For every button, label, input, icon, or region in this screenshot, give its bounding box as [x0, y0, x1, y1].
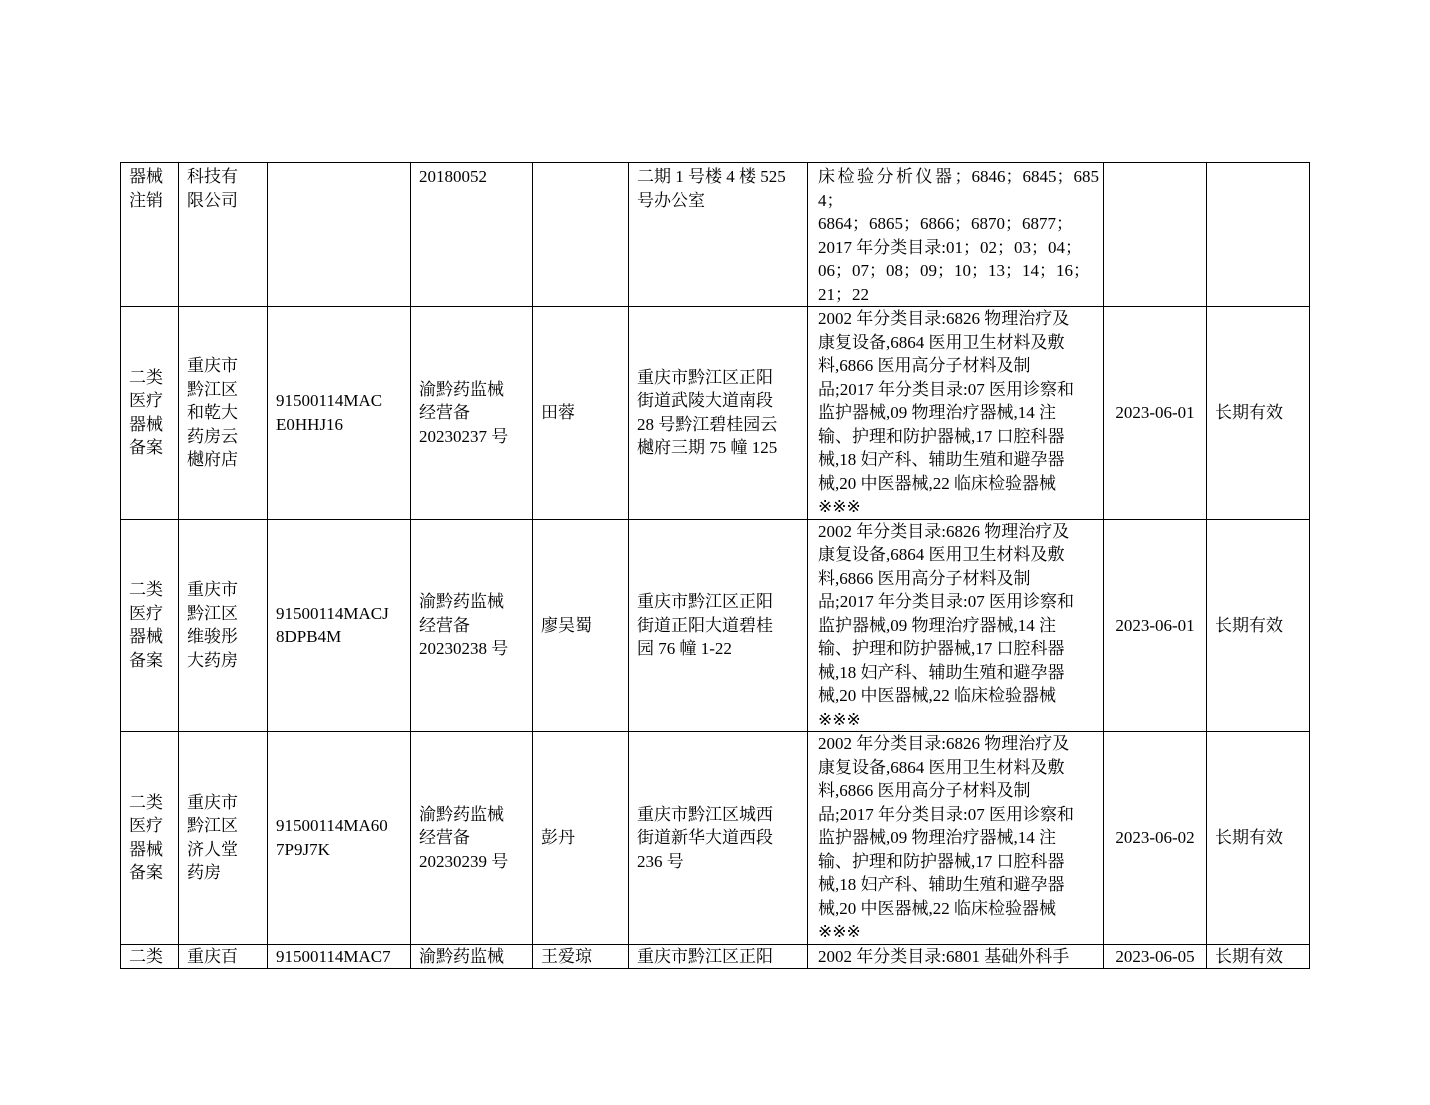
record-no-cell: 渝黔药监械	[411, 944, 533, 969]
record-no-cell: 渝黔药监械 经营备 20230238 号	[411, 519, 533, 732]
date-cell: 2023-06-01	[1104, 307, 1207, 520]
company-cell: 重庆百	[179, 944, 268, 969]
credit-code-cell: 91500114MACJ 8DPB4M	[268, 519, 411, 732]
table-row	[121, 519, 1310, 732]
company-cell: 科技有 限公司	[179, 163, 268, 307]
person-cell: 王爱琼	[533, 944, 629, 969]
type-cell: 二类 医疗 器械 备案	[121, 519, 179, 732]
table-row	[121, 732, 1310, 945]
validity-cell: 长期有效	[1207, 944, 1310, 969]
scope-cell: 2002 年分类目录:6826 物理治疗及 康复设备,6864 医用卫生材料及敷 料,6866 医用高分子材料及制 品;2017 年分类目录:07 医用诊察和 监护器械,09 物理治疗器械,14 注 输、护理和防护器械,17 口腔科器 械,18 妇产科、辅助生殖和避孕器 械,20 中医器械,22 临床检验器械 ※※※	[808, 307, 1104, 520]
date-cell: 2023-06-02	[1104, 732, 1207, 945]
table-row	[121, 944, 1310, 969]
credit-code-cell	[268, 163, 411, 307]
address-cell: 重庆市黔江区正阳 街道正阳大道碧桂 园 76 幢 1-22	[629, 519, 808, 732]
person-cell: 廖吴蜀	[533, 519, 629, 732]
person-cell: 彭丹	[533, 732, 629, 945]
credit-code-cell: 91500114MA60 7P9J7K	[268, 732, 411, 945]
scope-cell: 2002 年分类目录:6801 基础外科手	[808, 944, 1104, 969]
scope-cell: 床检验分析仪器；6846；6845；6854； 6864；6865；6866；6870；6877； 2017 年分类目录:01；02；03；04； 06；07；08；09；10；13；14；16； 21；22	[808, 163, 1104, 307]
credit-code-cell: 91500114MAC E0HHJ16	[268, 307, 411, 520]
table-row	[121, 163, 1310, 307]
validity-cell	[1207, 163, 1310, 307]
address-cell: 二期 1 号楼 4 楼 525 号办公室	[629, 163, 808, 307]
date-cell: 2023-06-01	[1104, 519, 1207, 732]
type-cell: 二类 医疗 器械 备案	[121, 307, 179, 520]
validity-cell: 长期有效	[1207, 732, 1310, 945]
record-no-cell: 渝黔药监械 经营备 20230237 号	[411, 307, 533, 520]
record-no-cell: 渝黔药监械 经营备 20230239 号	[411, 732, 533, 945]
date-cell	[1104, 163, 1207, 307]
credit-code-cell: 91500114MAC7	[268, 944, 411, 969]
company-cell: 重庆市 黔江区 济人堂 药房	[179, 732, 268, 945]
record-no-cell: 20180052	[411, 163, 533, 307]
date-cell: 2023-06-05	[1104, 944, 1207, 969]
address-cell: 重庆市黔江区正阳	[629, 944, 808, 969]
person-cell: 田蓉	[533, 307, 629, 520]
type-cell: 二类	[121, 944, 179, 969]
validity-cell: 长期有效	[1207, 307, 1310, 520]
validity-cell: 长期有效	[1207, 519, 1310, 732]
person-cell	[533, 163, 629, 307]
address-cell: 重庆市黔江区正阳 街道武陵大道南段 28 号黔江碧桂园云 樾府三期 75 幢 125	[629, 307, 808, 520]
type-cell: 二类 医疗 器械 备案	[121, 732, 179, 945]
company-cell: 重庆市 黔江区 和乾大 药房云 樾府店	[179, 307, 268, 520]
address-cell: 重庆市黔江区城西 街道新华大道西段 236 号	[629, 732, 808, 945]
table-row	[121, 307, 1310, 520]
scope-cell: 2002 年分类目录:6826 物理治疗及 康复设备,6864 医用卫生材料及敷 料,6866 医用高分子材料及制 品;2017 年分类目录:07 医用诊察和 监护器械,09 物理治疗器械,14 注 输、护理和防护器械,17 口腔科器 械,18 妇产科、辅助生殖和避孕器 械,20 中医器械,22 临床检验器械 ※※※	[808, 732, 1104, 945]
type-cell: 器械 注销	[121, 163, 179, 307]
scope-cell: 2002 年分类目录:6826 物理治疗及 康复设备,6864 医用卫生材料及敷 料,6866 医用高分子材料及制 品;2017 年分类目录:07 医用诊察和 监护器械,09 物理治疗器械,14 注 输、护理和防护器械,17 口腔科器 械,18 妇产科、辅助生殖和避孕器 械,20 中医器械,22 临床检验器械 ※※※	[808, 519, 1104, 732]
company-cell: 重庆市 黔江区 维骏彤 大药房	[179, 519, 268, 732]
record-table	[120, 162, 1310, 969]
